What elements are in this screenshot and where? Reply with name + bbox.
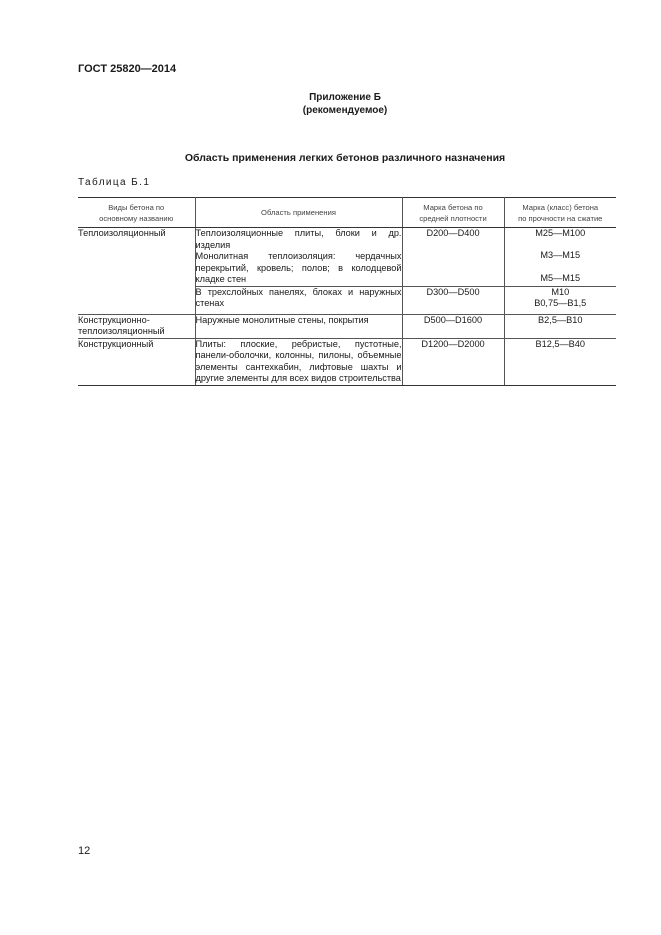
density-cell: D200—D400 (402, 228, 504, 287)
strength-cell: B2,5—B10 (504, 314, 616, 338)
density-cell: D300—D500 (402, 286, 504, 314)
table-label: Таблица Б.1 (78, 177, 151, 188)
table-row (78, 338, 616, 385)
strength-cell: B12,5—B40 (504, 338, 616, 385)
table-row (78, 228, 616, 287)
appendix-title: Приложение Б (309, 92, 381, 103)
appendix-subtitle: (рекомендуемое) (302, 105, 388, 116)
header-strength: Марка (класс) бетона по прочности на сжатие (504, 198, 616, 228)
appendix-heading (0, 91, 661, 117)
density-cell: D500—D1600 (402, 314, 504, 338)
table-header-row (78, 198, 616, 228)
strength-cell: M25—M100 M3—M15 M5—M15 (504, 228, 616, 287)
area-cell: Теплоизоляционные плиты, блоки и др. изделия Монолитная теплоизоляция: чердачных перекрытий, кровель; полов; в колодцевой кладке стен (195, 228, 402, 284)
strength-cell: M10 B0,75—B1,5 (504, 286, 616, 314)
area-cell: Наружные монолитные стены, покрытия (195, 314, 402, 338)
header-area: Область применения (195, 198, 402, 228)
document-title: Область применения легких бетонов различного назначения (184, 152, 506, 164)
header-kind: Виды бетона по основному названию (78, 198, 195, 228)
area-cell: Плиты: плоские, ребристые, пустотные, панели-оболочки, колонны, пилоны, объемные элементы сантехкабин, лифтовые шахты и другие элементы для всех видов строительства (195, 338, 402, 383)
table-row (78, 314, 616, 338)
concrete-application-table (78, 197, 616, 386)
density-cell: D1200—D2000 (402, 338, 504, 385)
page-number: 12 (78, 845, 91, 857)
standard-code: ГОСТ 25820—2014 (78, 63, 177, 75)
kind-cell: Конструкционно-теплоизоляционный (78, 314, 195, 338)
kind-cell: Теплоизоляционный (78, 228, 195, 315)
header-density: Марка бетона по средней плотности (402, 198, 504, 228)
area-cell: В трехслойных панелях, блоках и наружных стенах (195, 286, 402, 314)
kind-cell: Конструкционный (78, 338, 195, 385)
